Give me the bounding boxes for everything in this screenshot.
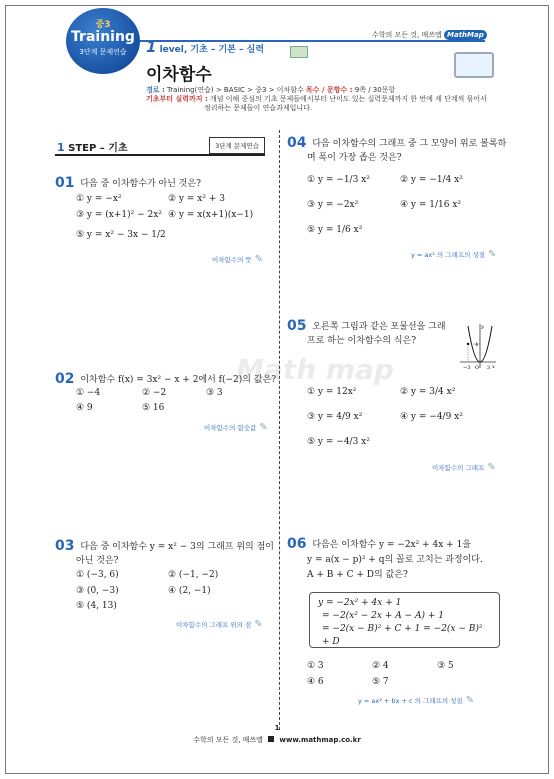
option[interactable]: ⑤ 16 bbox=[142, 403, 165, 413]
option[interactable]: ④ y = 1/16 x² bbox=[400, 200, 462, 210]
level-text: level, 기초 – 기본 – 실력 bbox=[159, 45, 265, 55]
problem-question-cont: A + B + C + D의 값은? bbox=[307, 570, 408, 580]
problem-number: 05 bbox=[287, 318, 307, 334]
concept-tag[interactable]: y = ax² + bx + c 의 그래프의 성질 ✎ bbox=[358, 695, 474, 706]
tagline bbox=[372, 30, 487, 40]
training-badge bbox=[66, 8, 140, 74]
computer-icon bbox=[454, 52, 494, 78]
brand-label: Training bbox=[71, 29, 135, 45]
graph-label-minus3: −3 bbox=[463, 365, 471, 370]
page-title: 이차함수 bbox=[146, 65, 212, 85]
graph-x-label: x bbox=[492, 364, 495, 370]
page-number: 1 bbox=[274, 724, 280, 732]
option[interactable]: ③ 3 bbox=[206, 388, 223, 398]
problem-question-cont: 아닌 것은? bbox=[76, 556, 119, 566]
problem-question: 오른쪽 그림과 같은 포물선을 그래 bbox=[312, 322, 446, 332]
footer-text: 수학의 모든 것, 매쓰맵 bbox=[193, 736, 263, 744]
problem-number: 04 bbox=[287, 135, 307, 151]
option[interactable]: ① (−3, 6) bbox=[76, 570, 119, 580]
problem-04 bbox=[287, 137, 506, 151]
option[interactable]: ① y = −1/3 x² bbox=[307, 175, 370, 185]
option[interactable]: ③ 5 bbox=[437, 661, 454, 671]
problem-question: 이차함수 f(x) = 3x² − x + 2에서 f(−2)의 값은? bbox=[80, 375, 277, 385]
option[interactable]: ② 4 bbox=[372, 661, 389, 671]
problem-03 bbox=[55, 540, 274, 554]
problem-question: 다음은 이차함수 y = −2x² + 4x + 1을 bbox=[312, 540, 471, 550]
option[interactable]: ⑤ y = x² − 3x − 1/2 bbox=[76, 230, 166, 240]
concept-tag[interactable]: 이차함수의 그래프 ✎ bbox=[432, 462, 496, 473]
option[interactable]: ④ y = x(x+1)(x−1) bbox=[168, 210, 254, 220]
page-footer bbox=[0, 724, 554, 745]
solution-box bbox=[309, 592, 500, 648]
problem-question: 다음 중 이차함수가 아닌 것은? bbox=[80, 179, 201, 189]
level-label bbox=[146, 38, 264, 56]
option[interactable]: ② y = −1/4 x² bbox=[400, 175, 463, 185]
problem-01 bbox=[55, 177, 201, 191]
footer-square-icon bbox=[268, 736, 274, 742]
option[interactable]: ③ (0, −3) bbox=[76, 586, 119, 596]
problem-question-cont: 며 폭이 가장 좁은 것은? bbox=[307, 153, 402, 163]
option[interactable]: ④ y = −4/9 x² bbox=[400, 412, 463, 422]
problem-number: 06 bbox=[287, 536, 307, 552]
option[interactable]: ① −4 bbox=[76, 388, 101, 398]
graph-label-4: 4 bbox=[475, 342, 479, 348]
book-icon bbox=[290, 46, 308, 58]
step-header bbox=[55, 137, 265, 156]
option[interactable]: ① y = −x² bbox=[76, 194, 122, 204]
option[interactable]: ⑤ y = 1/6 x² bbox=[307, 225, 363, 235]
path-value: Training(연습) > BASIC > 중3 > 이차함수 bbox=[167, 86, 304, 94]
option[interactable]: ⑤ y = −4/3 x² bbox=[307, 437, 370, 447]
desc-key: 기초부터 실력까지 : bbox=[146, 95, 208, 103]
column-divider bbox=[279, 130, 280, 730]
parabola-graph bbox=[460, 322, 496, 370]
problem-05 bbox=[287, 320, 446, 334]
graph-origin: O bbox=[475, 365, 480, 370]
graph-y-label: y bbox=[481, 324, 484, 330]
problem-question: 다음 중 이차함수 y = x² − 3의 그래프 위의 점이 bbox=[80, 542, 274, 552]
option[interactable]: ③ y = 4/9 x² bbox=[307, 412, 363, 422]
option[interactable]: ② y = x² + 3 bbox=[168, 194, 225, 204]
solution-line: = −2(x² − 2x + A − A) + 1 bbox=[322, 611, 444, 621]
course-label: 3단계 문제연습 bbox=[79, 48, 127, 56]
option[interactable]: ④ 9 bbox=[76, 403, 93, 413]
problem-02 bbox=[55, 373, 276, 387]
concept-tag[interactable]: 이차함수의 뜻 ✎ bbox=[212, 254, 263, 265]
course-info bbox=[146, 86, 487, 113]
count-value: 9쪽 / 30문항 bbox=[354, 86, 396, 94]
option[interactable]: ⑤ 7 bbox=[372, 677, 389, 687]
graph-label-3: 3 bbox=[487, 365, 491, 370]
grade-label: 중3 bbox=[95, 20, 111, 30]
watermark: Math map bbox=[236, 353, 394, 386]
problem-question-cont: y = a(x − p)² + q의 꼴로 고치는 과정이다. bbox=[307, 555, 483, 565]
path-key: 경로 : bbox=[146, 86, 165, 94]
desc-value-1: 개념 이해 중심의 기초 문제들에서부터 난이도 있는 실력문제까지 한 번에 세 단계씩 묶어서 bbox=[210, 95, 487, 103]
count-key: 목수 / 문항수 : bbox=[306, 86, 353, 94]
problem-number: 01 bbox=[55, 175, 75, 191]
concept-tag[interactable]: y = ax² 의 그래프의 성질 ✎ bbox=[411, 249, 496, 260]
step-number: 1 bbox=[57, 141, 65, 154]
mathmap-logo: MathMap bbox=[444, 30, 487, 40]
option[interactable]: ④ (2, −1) bbox=[168, 586, 211, 596]
problem-number: 03 bbox=[55, 538, 75, 554]
option[interactable]: ④ 6 bbox=[307, 677, 324, 687]
option[interactable]: ⑤ (4, 13) bbox=[76, 601, 117, 611]
problem-number: 02 bbox=[55, 371, 75, 387]
concept-tag[interactable]: 이차함수의 그래프 위의 점 ✎ bbox=[176, 619, 263, 630]
option[interactable]: ③ y = (x+1)² − 2x² bbox=[76, 210, 162, 220]
option[interactable]: ② (−1, −2) bbox=[168, 570, 219, 580]
option[interactable]: ① 3 bbox=[307, 661, 324, 671]
problem-06 bbox=[287, 538, 471, 552]
option[interactable]: ② −2 bbox=[142, 388, 167, 398]
tagline-text: 수학의 모든 것, 매쓰맵 bbox=[372, 31, 442, 39]
solution-line: = −2(x − B)² + C + 1 = −2(x − B)² + D bbox=[322, 624, 483, 647]
problem-question-cont: 프로 하는 이차함수의 식은? bbox=[307, 336, 417, 346]
level-number: 1 bbox=[146, 38, 157, 56]
option[interactable]: ③ y = −2x² bbox=[307, 200, 359, 210]
desc-value-2: 정리하는 문제들이 연습과제입니다. bbox=[204, 104, 313, 112]
concept-tag[interactable]: 이차함수의 함숫값 ✎ bbox=[204, 422, 268, 433]
solution-line: y = −2x² + 4x + 1 bbox=[318, 598, 402, 608]
problem-question: 다음 이차함수의 그래프 중 그 모양이 위로 볼록하 bbox=[312, 139, 507, 149]
step-text: STEP – 기초 bbox=[68, 143, 128, 154]
option[interactable]: ① y = 12x² bbox=[307, 387, 357, 397]
step-label bbox=[57, 139, 128, 154]
step-box: 3단계 문제연습 bbox=[209, 137, 265, 154]
footer-url[interactable]: www.mathmap.co.kr bbox=[279, 736, 361, 744]
option[interactable]: ② y = 3/4 x² bbox=[400, 387, 456, 397]
